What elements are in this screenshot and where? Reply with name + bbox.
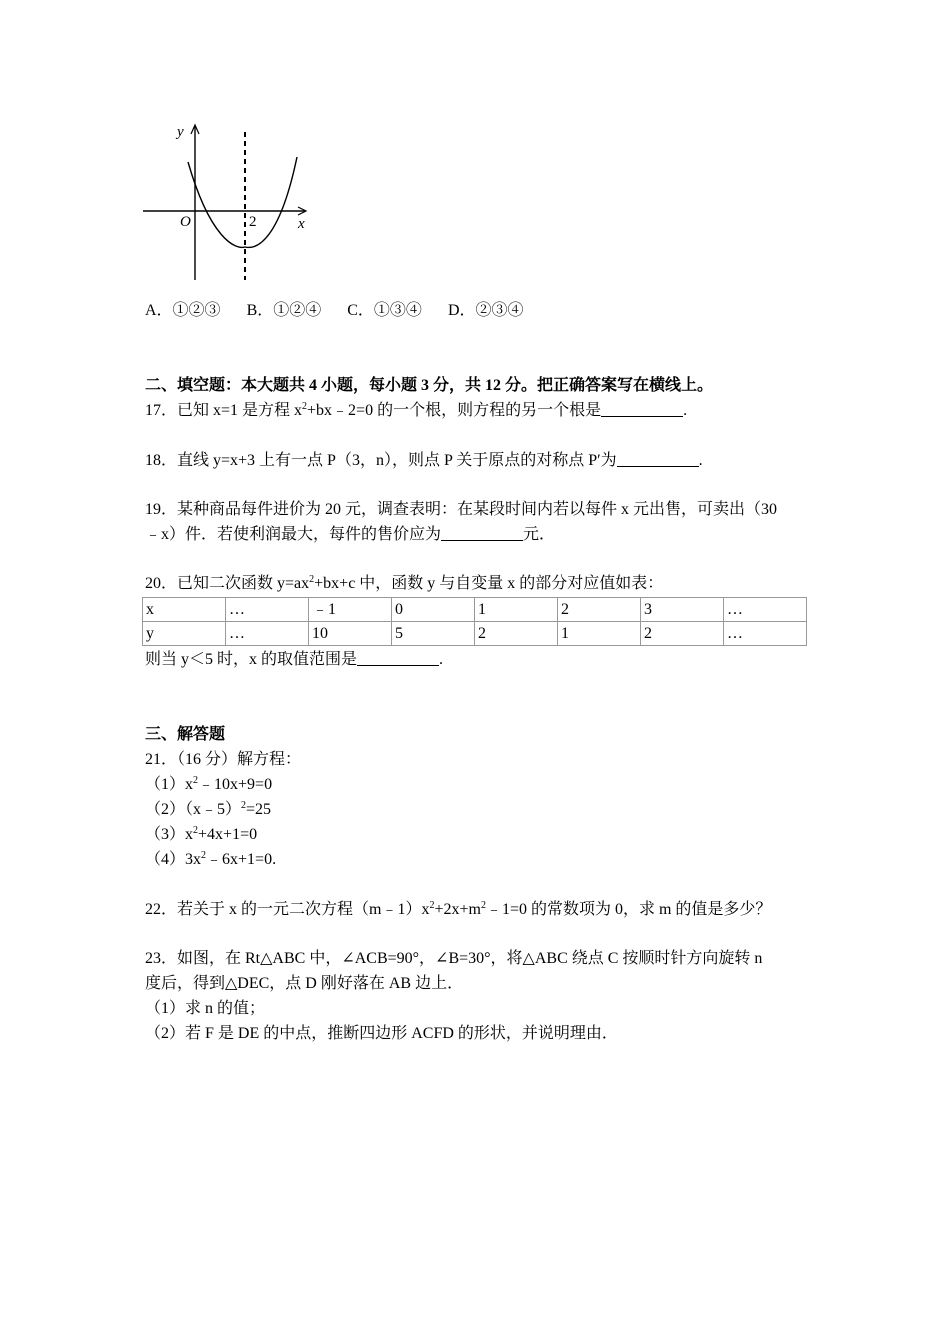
eq2-a: （2）（x﹣5） [145,801,242,818]
eq3-b: +4x+1=0 [198,826,258,843]
question-23-part2: （2）若 F 是 DE 的中点，推断四边形 ACFD 的形状，并说明理由． [145,1025,618,1042]
q22-c: ﹣1=0 的常数项为 0，求 m 的值是多少？ [485,901,772,918]
eq4-a: （4）3x [145,851,202,868]
table-cell: 10 [309,622,392,646]
y-axis-label: y [177,124,184,140]
option-a: A．①②③ [145,302,221,319]
q18-answer-blank[interactable] [617,451,699,467]
q19-text: ﹣x）件．若使利润最大，每件的售价应为 [145,526,442,543]
table-cell: … [226,622,309,646]
q20-text-a: 20．已知二次函数 y=ax [145,575,310,592]
q18-text: 18．直线 y=x+3 上有一点 P（3，n），则点 P 关于原点的对称点 P′为 [145,452,617,469]
origin-label: O [180,214,191,230]
q21-equation-3 [145,825,257,845]
x-axis-label: x [298,216,305,232]
option-b: B．①②④ [246,302,322,319]
question-23-part1: （1）求 n 的值； [145,1000,266,1017]
q21-equation-2 [145,800,271,820]
option-d: D．②③④ [447,302,524,319]
table-cell: … [724,622,807,646]
question-17 [145,401,687,421]
table-cell: 0 [392,598,475,622]
table-cell: 1 [475,598,558,622]
q17-sup: 2 [302,401,308,412]
table-cell: x [143,598,226,622]
question-20 [145,574,663,594]
q21-equation-1 [145,775,272,795]
eq3-a: （3）x [145,826,194,843]
q20-end: . [439,651,444,668]
question-21-title: 21．（16 分）解方程： [145,751,302,768]
eq2-b: =25 [246,801,272,818]
q20-value-table [142,597,807,646]
q22-b: +2x+m [434,901,481,918]
parabola-graph [140,120,315,285]
q17-end: . [683,402,688,419]
q22-sup2: 2 [480,900,486,911]
table-row [143,598,807,622]
q18-end: . [698,452,703,469]
question-18 [145,451,703,471]
table-cell: y [143,622,226,646]
q20-sup: 2 [309,574,315,585]
eq1-a: （1）x [145,776,194,793]
question-23-line2: 度后，得到△DEC，点 D 刚好落在 AB 边上． [145,975,464,992]
q20-text-b: +bx+c 中，函数 y 与自变量 x 的部分对应值如表： [314,575,664,592]
question-19-line2 [145,525,555,545]
eq4-b: ﹣6x+1=0. [206,851,277,868]
axis-mark-2: 2 [249,214,257,230]
q19-end: 元． [523,526,556,543]
table-cell: 2 [558,598,641,622]
eq1-b: ﹣10x+9=0 [198,776,273,793]
q20-answer-blank[interactable] [357,650,439,666]
option-c: C．①③④ [347,302,422,319]
table-cell: 5 [392,622,475,646]
table-cell: 2 [475,622,558,646]
question-23-line1: 23．如图，在 Rt△ABC 中，∠ACB=90°，∠B=30°，将△ABC 绕点 C 按顺时针方向旋转 n [145,950,763,967]
q22-sup1: 2 [429,900,435,911]
table-cell: 1 [558,622,641,646]
q21-equation-4 [145,850,276,870]
table-cell: 3 [641,598,724,622]
eq2-sup: 2 [241,800,247,811]
q16-options [145,301,546,321]
table-cell: ﹣1 [309,598,392,622]
table-row [143,622,807,646]
q17-text-b: +bx﹣2=0 的一个根，则方程的另一个根是 [307,402,602,419]
q20-condition-text: 则当 y＜5 时，x 的取值范围是 [145,651,358,668]
question-19-line1: 19．某种商品每件进价为 20 元，调查表明：在某段时间内若以每件 x 元出售，可卖出（30 [145,501,778,518]
section2-heading: 二、填空题：本大题共 4 小题，每小题 3 分，共 12 分。把正确答案写在横线上。 [145,377,714,394]
q17-text-a: 17．已知 x=1 是方程 x [145,402,303,419]
eq1-sup: 2 [193,775,199,786]
eq4-sup: 2 [201,850,207,861]
table-cell: … [226,598,309,622]
table-cell: … [724,598,807,622]
q17-answer-blank[interactable] [601,401,683,417]
q22-a: 22．若关于 x 的一元二次方程（m﹣1）x [145,901,430,918]
table-cell: 2 [641,622,724,646]
section3-heading: 三、解答题 [145,726,226,743]
question-22 [145,900,771,920]
question-20-condition [145,650,443,670]
eq3-sup: 2 [193,825,199,836]
parabola-curve [188,157,297,247]
q19-answer-blank[interactable] [441,525,523,541]
